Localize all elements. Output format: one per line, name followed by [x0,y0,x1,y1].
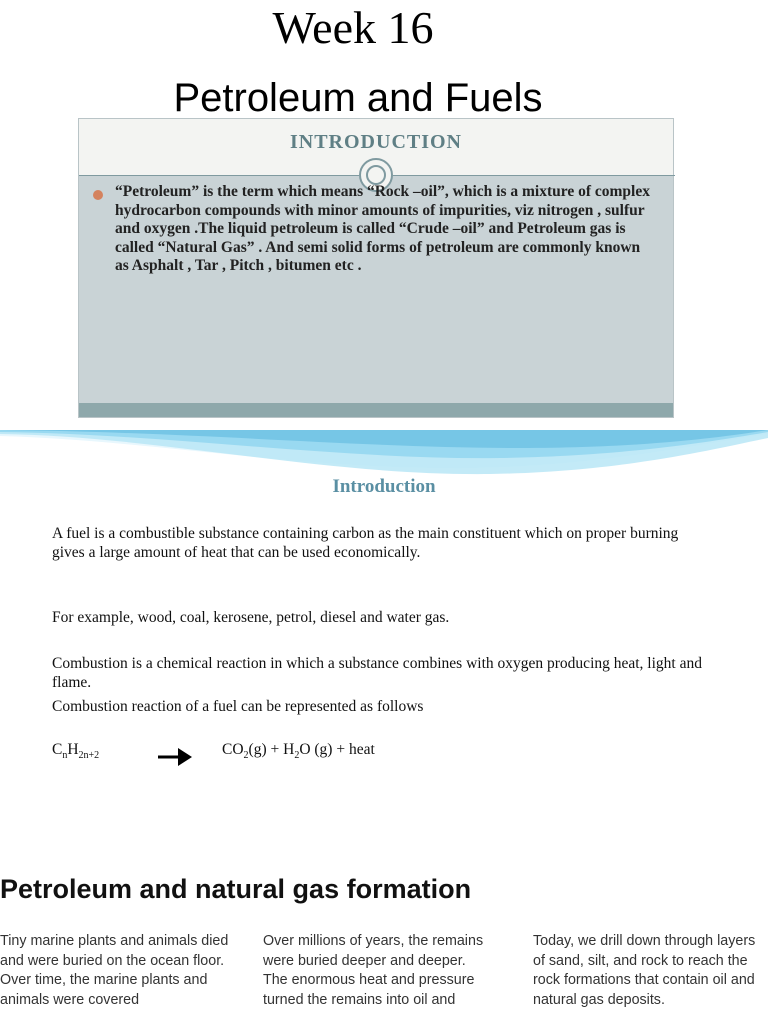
divider-right [393,175,675,176]
formation-step-1: Tiny marine plants and animals died and were buried on the ocean floor. Over time, the marine plants and animals were covered [0,933,229,1008]
slide-footer-band [79,403,673,417]
week-title: Week 16 [272,2,434,53]
slide-introduction-petroleum [78,118,674,418]
equation-reactant: $C_nH_{2n+2}$ [52,741,100,762]
page-title: Petroleum and Fuels [173,76,543,118]
fuel-definition: A fuel is a combustible substance containing carbon as the main constituent which on proper burning gives a large amount of heat that can be used economically. [52,525,679,561]
slide-heading: INTRODUCTION [289,131,463,153]
slide-heading-fuel: Introduction [332,476,436,497]
divider-left [79,175,359,176]
combustion-definition: Combustion is a chemical reaction in which a substance combines with oxygen producing heat, light and flame. [52,655,702,691]
formation-step-2: Over millions of years, the remains were buried deeper and deeper. The enormous heat and pressure turned the remains into oil and [263,933,484,1008]
fuel-examples: For example, wood, coal, kerosene, petrol, diesel and water gas. [52,609,450,626]
formation-step-3: Today, we drill down through layers of sand, silt, and rock to reach the rock formations that contain oil and natural gas deposits. [533,933,756,1008]
bullet-icon [93,190,103,200]
combustion-intro: Combustion reaction of a fuel can be represented as follows [52,698,424,715]
equation-products: $CO_2(g) + H_2O$ (g) + heat [222,741,375,762]
reaction-arrow-icon [158,746,194,768]
slide-bullet-text: “Petroleum” is the term which means “Rock –oil”, which is a mixture of complex hydrocarbon compounds with minor amounts of impurities, viz nitrogen , sulfur and oxygen .The liquid petroleum is called “Crude –oil” and Petroleum gas is called “Natural Gas” . And semi solid forms of petroleum are commonly known as Asphalt , Tar , Pitch , bitumen etc . [115,183,650,275]
formation-heading: Petroleum and natural gas formation [0,874,472,904]
